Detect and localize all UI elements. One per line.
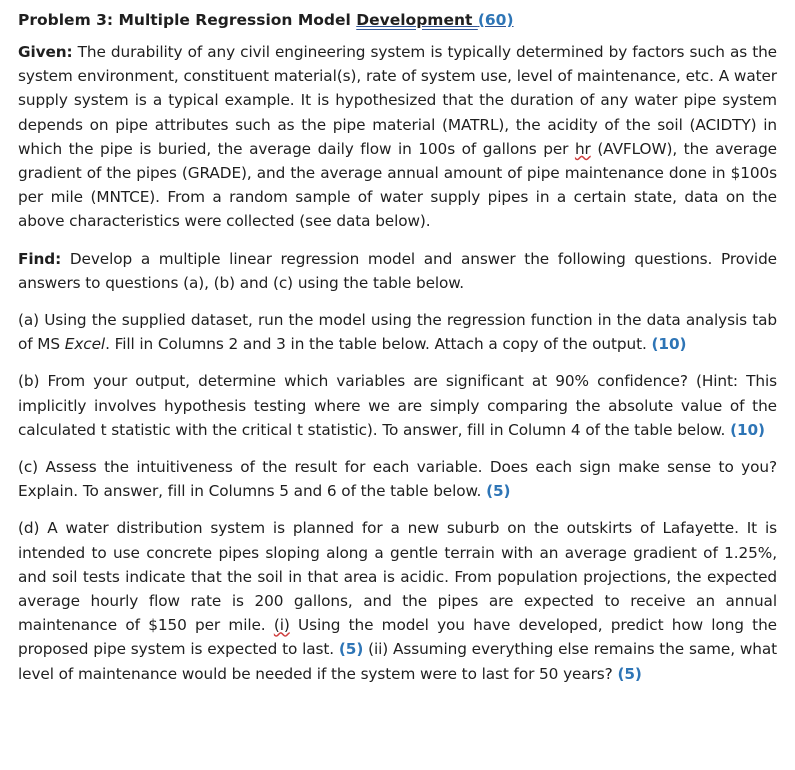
part-c-text: (c) Assess the intuitiveness of the result for each variable. Does each sign make sense to you? Explain. To answer, fill in Columns 5 and 6 of the table below.	[18, 458, 777, 501]
find-label: Find:	[18, 249, 62, 268]
problem-title	[18, 6, 777, 34]
title-score: (60)	[477, 11, 514, 29]
find-text: Develop a multiple linear regression model and answer the following questions. Provide answers to questions (a), (b) and (c) using the table below.	[18, 249, 777, 292]
part-d-text: (d) A water distribution system is planned for a new suburb on the outskirts of Lafayette. It is intended to use concrete pipes sloping along a gentle terrain with an average gradient of 1.25%, and soil tests indicate that the soil in that area is acidic. From population projections, the expected average hourly flow rate is 200 gallons, and the pipes are expected to receive an annual maintenance of $150 per mile.	[18, 519, 777, 635]
given-paragraph	[18, 40, 777, 234]
part-b-points: (10)	[730, 420, 765, 439]
given-text-continued: (AVFLOW), the average gradient of the pipes (GRADE), and the average annual amount of pipe maintenance done in $100s per mile (MNTCE). From a random sample of water supply pipes in a certain state, data on the above characteristics were collected (see data below).	[18, 139, 777, 231]
part-d-i-label: (i)	[273, 616, 290, 635]
part-c-paragraph	[18, 455, 777, 503]
given-hr-word: hr	[574, 139, 591, 158]
find-paragraph	[18, 247, 777, 295]
part-a-text: (a) Using the supplied dataset, run the model using the regression function in the data analysis tab of MS	[18, 311, 777, 354]
part-a-text-continued: . Fill in Columns 2 and 3 in the table below. Attach a copy of the output.	[105, 335, 652, 354]
part-d-text-continued: Using the model you have developed, predict how long the proposed pipe system is expected to last.	[18, 616, 777, 659]
given-label: Given:	[18, 43, 73, 61]
part-a-points: (10)	[651, 335, 687, 354]
given-text: The durability of any civil engineering system is typically determined by factors such as the system environment, constituent material(s), rate of system use, level of maintenance, etc. A water supply system is a typical example. It is hypothesized that the duration of any water pipe system depends on pipe attributes such as the pipe material (MATRL), the acidity of the soil (ACIDTY) in which the pipe is buried, the average daily flow in 100s of gallons per	[18, 43, 777, 158]
part-a-paragraph	[18, 308, 777, 356]
part-b-text: (b) From your output, determine which variables are significant at 90% confidence? (Hint: This implicitly involves hypothesis testing where we are simply comparing the absolute value of the calculated t statistic with the critical t statistic). To answer, fill in Column 4 of the table below.	[18, 372, 777, 439]
part-d-text-ii: (ii) Assuming everything else remains the same, what level of maintenance would be needed if the system were to last for 50 years?	[18, 640, 777, 683]
title-main: Problem 3: Multiple Regression Model	[18, 11, 357, 29]
title-development: Development	[356, 11, 478, 29]
part-d-paragraph	[18, 516, 777, 685]
part-c-points: (5)	[486, 482, 511, 501]
part-d-points-ii: (5)	[617, 664, 642, 683]
part-d-points-i: (5)	[338, 640, 364, 659]
part-b-paragraph	[18, 369, 777, 442]
part-a-excel: Excel	[64, 335, 106, 354]
